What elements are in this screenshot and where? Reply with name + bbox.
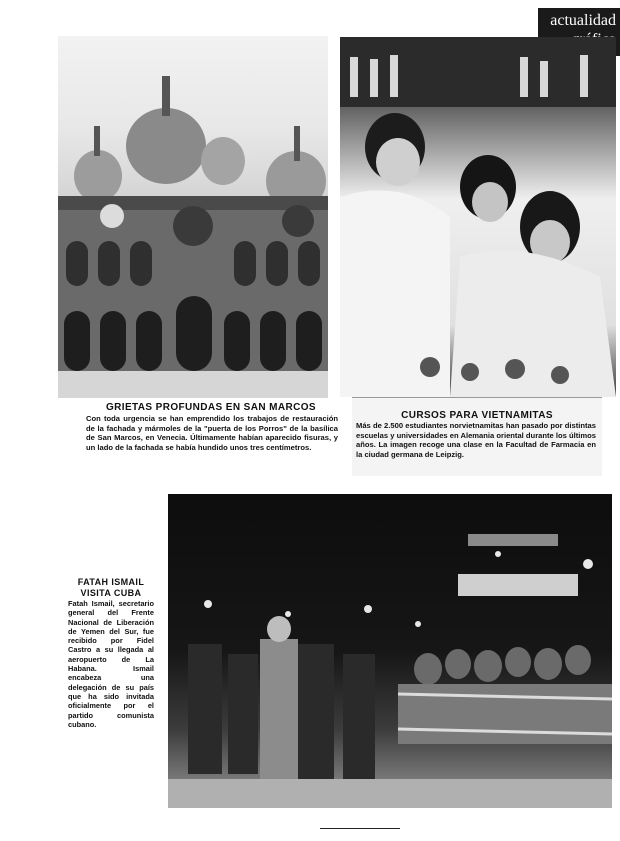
photo-fatah-ismail-arrival	[168, 494, 612, 808]
footer-rule	[320, 828, 400, 829]
cuba-caption: Fatah Ismail, secretario general del Frente Nacional de Liberación de Yemen del Sur, fue recibido por Fidel Castro a su llegada al aeropuerto de La Habana. Ismail encabeza una delegación de su país que ha sido invitada oficialmente por el partido comunista cubano.	[68, 599, 154, 729]
cuba-headline: FATAH ISMAIL VISITA CUBA	[77, 577, 145, 598]
photo-san-marcos-illustration	[58, 36, 328, 398]
san-marcos-caption: Con toda urgencia se han emprendido los trabajos de restauración de la fachada y mármoles de la "puerta de los Porros" de la basílica de San Marcos, en Venecia. Últimamente habían aparecido fisuras, y un lado de la fachada se había hundido unos tres centímetros.	[86, 414, 338, 452]
photo-students-illustration	[340, 37, 616, 397]
section-label-line1: actualidad	[550, 12, 616, 29]
san-marcos-headline: GRIETAS PROFUNDAS EN SAN MARCOS	[105, 402, 316, 413]
vietnam-caption: Más de 2.500 estudiantes norvietnamitas han pasado por distintas escuelas y universidades en Alemania oriental durante los últimos años. La imagen recoge una clase en la Facultad de Farmacia en la ciudad germana de Leipzig.	[356, 421, 596, 459]
vietnam-headline: CURSOS PARA VIETNAMITAS	[401, 410, 553, 421]
photo-vietnamese-students	[340, 37, 616, 397]
photo-san-marcos	[58, 36, 328, 398]
photo-cuba-illustration	[168, 494, 612, 808]
